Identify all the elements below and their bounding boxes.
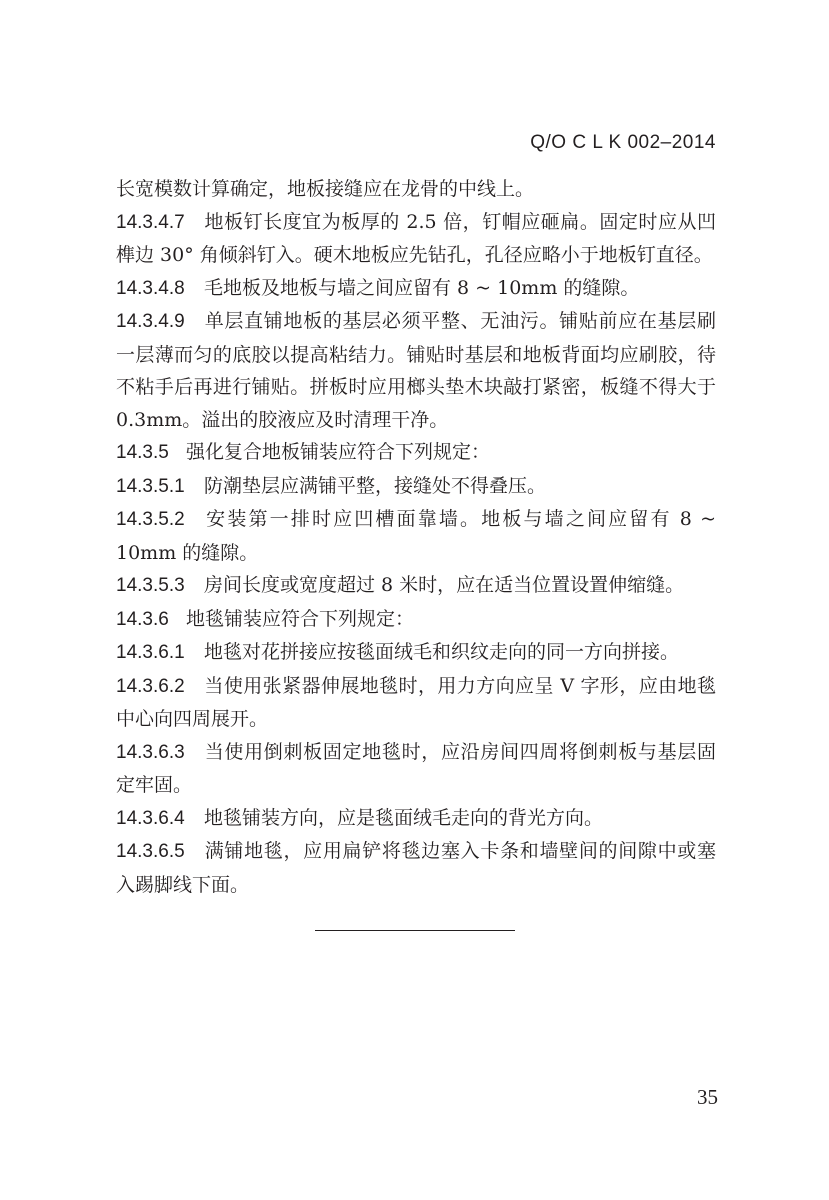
clause-14-3-6-4	[116, 802, 716, 836]
clause-14-3-6-2	[116, 670, 716, 736]
clause-number: 14.3.4.8	[116, 277, 185, 299]
clause-14-3-5-3	[116, 569, 716, 603]
page-number: 35	[697, 1085, 718, 1109]
clause-text: 安装第一排时应凹槽面靠墙。地板与墙之间应留有 8 ~ 10mm 的缝隙。	[116, 508, 716, 564]
clause-number: 14.3.6.2	[116, 675, 185, 697]
clause-number: 14.3.6.1	[116, 642, 185, 663]
clause-text: 地毯对花拼接应按毯面绒毛和织纹走向的同一方向拼接。	[204, 641, 680, 663]
clause-number: 14.3.4.9	[116, 311, 185, 332]
clause-number: 14.3.5.2	[116, 509, 185, 530]
clause-number: 14.3.5.1	[116, 475, 185, 497]
clause-text: 防潮垫层应满铺平整，接缝处不得叠压。	[204, 474, 547, 497]
clause-14-3-4-8	[116, 272, 716, 306]
clause-14-3-6-1	[116, 636, 716, 670]
section-14-3-6	[116, 603, 716, 637]
paragraph-text: 长宽模数计算确定，地板接缝应在龙骨的中线上。	[116, 178, 535, 200]
clause-number: 14.3.5.3	[116, 575, 185, 596]
clause-text: 满铺地毯，应用扁铲将毯边塞入卡条和墙壁间的间隙中或塞入踢脚线下面。	[116, 840, 716, 896]
clause-14-3-4-7	[116, 206, 716, 272]
clause-text: 当使用倒刺板固定地毯时，应沿房间四周将倒刺板与基层固定牢固。	[116, 740, 716, 796]
section-14-3-5	[116, 436, 716, 470]
clause-14-3-5-2	[116, 503, 716, 569]
clause-text: 地毯铺装方向，应是毯面绒毛走向的背光方向。	[204, 806, 604, 829]
section-number: 14.3.6	[116, 608, 169, 630]
clause-14-3-4-9	[116, 305, 716, 436]
clause-text: 单层直铺地板的基层必须平整、无油污。铺贴前应在基层刷一层薄而匀的底胶以提高粘结力。铺贴时基层和地板背面均应刷胶，待不粘手后再进行铺贴。拼板时应用榔头垫木块敲打紧密，板缝不得大于 0.3mm。溢出的胶液应及时清理干净。	[116, 310, 716, 431]
clause-14-3-6-5	[116, 835, 716, 901]
clause-14-3-6-3	[116, 736, 716, 802]
section-heading: 强化复合地板铺装应符合下列规定：	[186, 441, 491, 463]
clause-number: 14.3.6.5	[116, 841, 185, 862]
section-heading: 地毯铺装应符合下列规定：	[186, 607, 415, 630]
clause-text: 地板钉长度宜为板厚的 2.5 倍，钉帽应砸扁。固定时应从凹榫边 30° 角倾斜钉入。硬木地板应先钻孔，孔径应略小于地板钉直径。	[116, 210, 716, 266]
end-rule-divider	[315, 930, 515, 931]
clause-number: 14.3.6.3	[116, 741, 185, 763]
document-code: Q/O C L K 002–2014	[530, 132, 716, 153]
clause-text: 毛地板及地板与墙之间应留有 8 ~ 10mm 的缝隙。	[204, 276, 640, 299]
clause-text: 房间长度或宽度超过 8 米时，应在适当位置设置伸缩缝。	[204, 574, 685, 596]
clause-number: 14.3.4.7	[116, 211, 185, 233]
body-text	[116, 173, 716, 901]
section-number: 14.3.5	[116, 442, 169, 463]
clause-number: 14.3.6.4	[116, 807, 185, 829]
paragraph-continuation	[116, 173, 716, 206]
clause-14-3-5-1	[116, 470, 716, 504]
clause-text: 当使用张紧器伸展地毯时，用力方向应呈 V 字形，应由地毯中心向四周展开。	[116, 674, 716, 730]
